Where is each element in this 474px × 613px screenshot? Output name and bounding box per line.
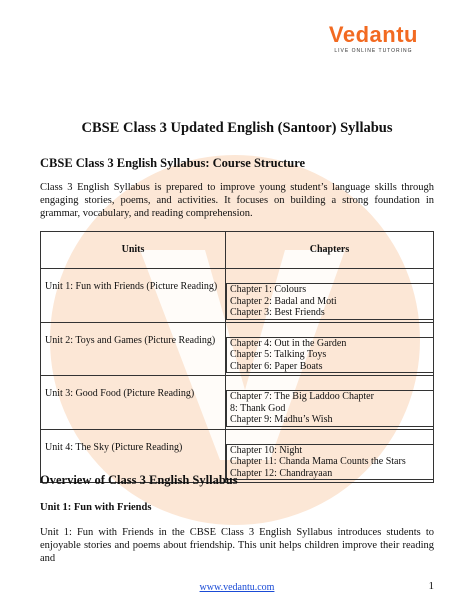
- unit-cell: Unit 2: Toys and Games (Picture Reading): [41, 322, 226, 376]
- table-header-row: [41, 232, 434, 269]
- chapters-cell: [226, 376, 434, 430]
- section-heading-overview: Overview of Class 3 English Syllabus: [40, 473, 238, 487]
- unit-cell: Unit 3: Good Food (Picture Reading): [41, 376, 226, 430]
- chapters-list: [226, 390, 433, 427]
- logo-tagline: LIVE ONLINE TUTORING: [334, 48, 413, 54]
- chapter-item: Chapter 3: Best Friends: [230, 307, 325, 318]
- table-row: [41, 322, 434, 376]
- chapter-item: Chapter 12: Chandrayaan: [230, 467, 333, 479]
- table-row: [41, 376, 434, 430]
- chapter-item: Chapter 5: Talking Toys: [230, 349, 327, 360]
- footer-website-link[interactable]: www.vedantu.com: [199, 582, 275, 593]
- subheading-unit-1: Unit 1: Fun with Friends: [40, 502, 152, 513]
- chapter-item: Chapter 10: Night: [230, 444, 303, 456]
- intro-paragraph: Class 3 English Syllabus is prepared to improve young student’s language skills through engaging stories, poems, and activities. It focuses on building a strong foundation in grammar, vocabulary, and reading comprehension.: [40, 182, 434, 219]
- syllabus-table: [40, 231, 434, 483]
- chapter-item: Chapter 2: Badal and Moti: [230, 295, 337, 307]
- chapter-item: Chapter 1: Colours: [230, 284, 307, 295]
- section-heading-course-structure: CBSE Class 3 English Syllabus: Course Structure: [40, 156, 306, 170]
- page-number: 1: [428, 580, 434, 592]
- unit-cell: Unit 1: Fun with Friends (Picture Reading): [41, 269, 226, 323]
- chapters-cell: [226, 429, 434, 483]
- header-chapters: Chapters: [226, 232, 434, 269]
- unit-cell: Unit 4: The Sky (Picture Reading): [41, 429, 226, 483]
- chapter-item: 8: Thank God: [230, 402, 286, 414]
- page-title: CBSE Class 3 Updated English (Santoor) Syllabus: [81, 120, 393, 136]
- vedantu-logo[interactable]: [329, 24, 418, 54]
- chapter-item: Chapter 11: Chanda Mama Counts the Stars: [230, 456, 406, 467]
- overview-paragraph: Unit 1: Fun with Friends in the CBSE Class 3 English Syllabus introduces students to enjoyable stories and poems about friendship. This unit helps children improve their reading and: [40, 527, 434, 564]
- chapters-list: [226, 283, 433, 320]
- logo-brand-text: Vedantu: [328, 22, 418, 47]
- chapters-list: [226, 444, 433, 481]
- chapter-item: Chapter 7: The Big Laddoo Chapter: [230, 391, 374, 402]
- table-row: [41, 269, 434, 323]
- chapter-item: Chapter 6: Paper Boats: [230, 360, 323, 372]
- chapter-item: Chapter 9: Madhu’s Wish: [230, 414, 333, 425]
- header-units: Units: [41, 232, 226, 269]
- chapters-cell: [226, 322, 434, 376]
- chapter-item: Chapter 4: Out in the Garden: [230, 337, 347, 349]
- chapters-cell: [226, 269, 434, 323]
- chapters-list: [226, 337, 433, 374]
